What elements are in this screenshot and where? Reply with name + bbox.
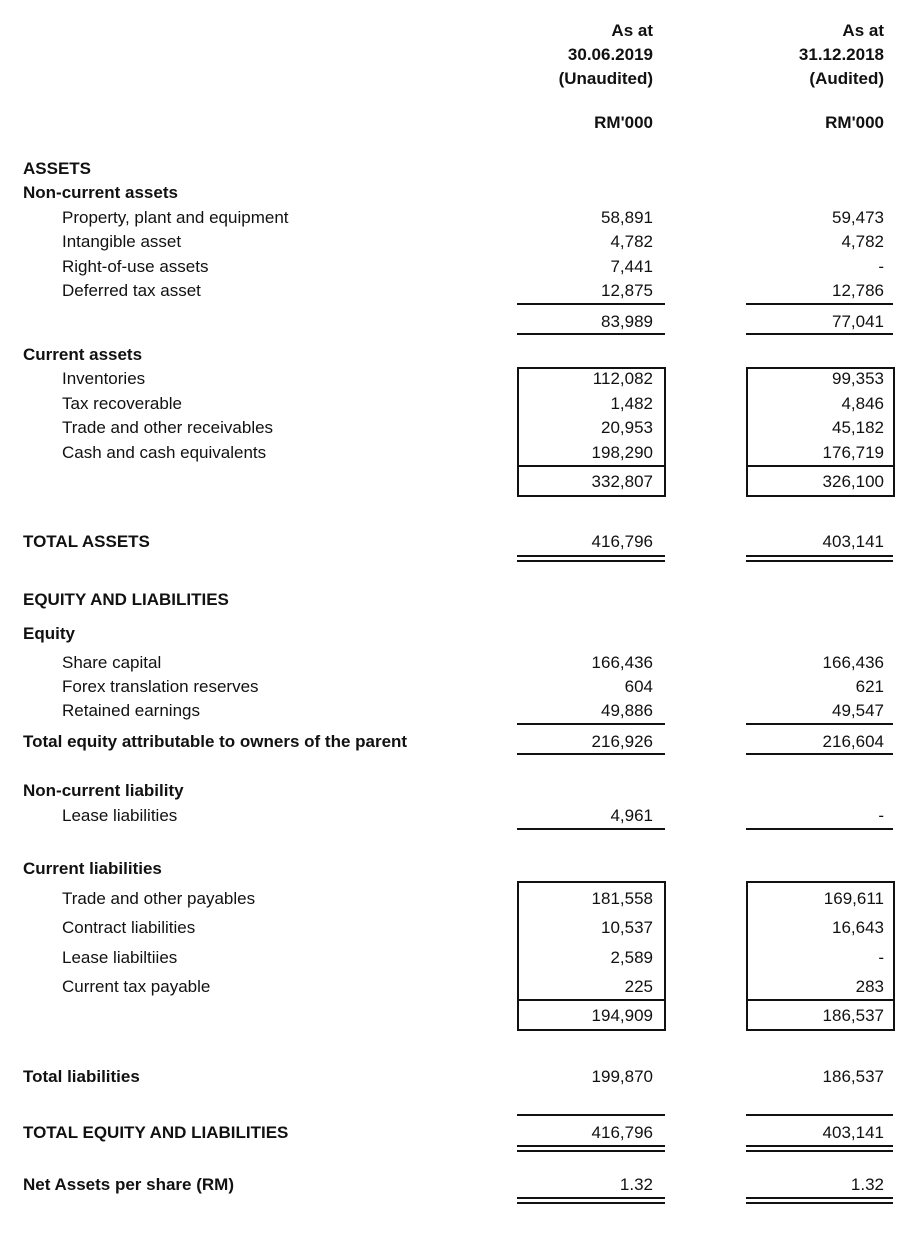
row-value-1: 604 (624, 677, 653, 696)
row-value-1: 416,796 (591, 1123, 653, 1142)
row-value-1: 199,870 (591, 1067, 653, 1086)
row-value-1: 7,441 (610, 257, 653, 276)
rule (517, 465, 665, 467)
row-value-2: 59,473 (832, 208, 884, 227)
col1-unit: RM'000 (594, 113, 653, 132)
rule (746, 1114, 893, 1116)
row-label: Trade and other receivables (62, 418, 274, 437)
row-value-2: 16,643 (832, 918, 884, 937)
row-value-1: 12,875 (601, 281, 653, 300)
col2-date: 31.12.2018 (798, 45, 884, 64)
row-value-2: 99,353 (832, 369, 884, 388)
row-value-1: 416,796 (591, 532, 653, 551)
row-value-2: 403,141 (822, 1123, 884, 1142)
row-label: Intangible asset (62, 232, 182, 251)
subtotal-1: 83,989 (601, 312, 653, 331)
rule (746, 999, 895, 1001)
row-value-1: 49,886 (601, 701, 653, 720)
row-value-1: 1,482 (610, 394, 653, 413)
rule (746, 828, 893, 830)
row-value-1: 58,891 (601, 208, 653, 227)
subtotal-1: 194,909 (591, 1006, 653, 1025)
row-value-1: 10,537 (601, 918, 653, 937)
col2-as-at: As at (842, 21, 884, 40)
row-value-1: 1.32 (619, 1175, 653, 1194)
col1-as-at: As at (611, 21, 653, 40)
rule (517, 555, 665, 557)
rule (517, 723, 665, 725)
rule (746, 333, 893, 335)
row-value-2: 283 (855, 977, 884, 996)
row-label: TOTAL EQUITY AND LIABILITIES (23, 1123, 289, 1142)
col1-date: 30.06.2019 (567, 45, 653, 64)
row-value-2: 4,782 (841, 232, 884, 251)
section-title: ASSETS (23, 159, 92, 178)
rule (517, 753, 665, 755)
rule (517, 1145, 665, 1147)
row-value-1: 4,961 (610, 806, 653, 825)
col2-unit: RM'000 (825, 113, 884, 132)
rule (746, 753, 893, 755)
subsection-title: Equity (23, 624, 75, 643)
row-label: Inventories (62, 369, 146, 388)
row-value-1: 225 (624, 977, 653, 996)
col2-status: (Audited) (809, 69, 884, 88)
row-value-2: 1.32 (850, 1175, 884, 1194)
row-value-1: 216,926 (591, 732, 653, 751)
subsection-title: Current liabilities (23, 859, 162, 878)
rule (517, 560, 665, 562)
row-label: Tax recoverable (62, 394, 183, 413)
rule (517, 1197, 665, 1199)
row-value-2: 49,547 (832, 701, 884, 720)
row-value-2: 169,611 (823, 889, 884, 908)
row-value-1: 112,082 (592, 369, 653, 388)
row-value-2: - (878, 948, 884, 967)
col1-status: (Unaudited) (558, 69, 653, 88)
row-value-2: 12,786 (832, 281, 884, 300)
rule (746, 465, 895, 467)
subtotal-1: 332,807 (591, 472, 653, 491)
row-label: Retained earnings (62, 701, 200, 720)
row-value-1: 2,589 (610, 948, 653, 967)
row-label: Lease liabilities (62, 806, 178, 825)
rule (517, 303, 665, 305)
row-value-2: 176,719 (822, 443, 884, 462)
row-value-2: 621 (855, 677, 884, 696)
row-label: Share capital (62, 653, 162, 672)
row-value-1: 4,782 (610, 232, 653, 251)
row-label: Property, plant and equipment (62, 208, 289, 227)
subsection-title: Non-current liability (23, 781, 184, 800)
row-label: Total equity attributable to owners of the parent (23, 732, 408, 751)
rule (746, 555, 893, 557)
row-value-2: 4,846 (841, 394, 884, 413)
row-label: Deferred tax asset (62, 281, 201, 300)
rule (517, 333, 665, 335)
row-label: Trade and other payables (62, 889, 256, 908)
row-label: TOTAL ASSETS (23, 532, 150, 551)
rule (517, 999, 665, 1001)
row-label: Cash and cash equivalents (62, 443, 267, 462)
rule (517, 828, 665, 830)
row-value-2: 166,436 (822, 653, 884, 672)
row-value-1: 198,290 (591, 443, 653, 462)
row-value-1: 166,436 (591, 653, 653, 672)
row-value-2: 186,537 (822, 1067, 884, 1086)
row-label: Lease liabiltiies (62, 948, 178, 967)
row-label: Total liabilities (23, 1067, 140, 1086)
rule (746, 723, 893, 725)
section-title: EQUITY AND LIABILITIES (23, 590, 229, 609)
rule (746, 1145, 893, 1147)
row-label: Forex translation reserves (62, 677, 259, 696)
row-label: Current tax payable (62, 977, 211, 996)
row-label: Contract liabilities (62, 918, 196, 937)
row-value-2: - (878, 806, 884, 825)
rule (746, 1197, 893, 1199)
row-value-2: 403,141 (822, 532, 884, 551)
subtotal-2: 77,041 (832, 312, 884, 331)
subtotal-2: 186,537 (822, 1006, 884, 1025)
row-value-2: - (878, 257, 884, 276)
rule (746, 560, 893, 562)
rule (746, 303, 893, 305)
row-value-1: 181,558 (591, 889, 653, 908)
rule (517, 1150, 665, 1152)
rule (746, 1202, 893, 1204)
row-value-2: 216,604 (822, 732, 884, 751)
rule (746, 1150, 893, 1152)
row-value-2: 45,182 (832, 418, 884, 437)
subtotal-2: 326,100 (822, 472, 884, 491)
subsection-title: Current assets (23, 345, 143, 364)
row-label: Net Assets per share (RM) (23, 1175, 234, 1194)
rule (517, 1202, 665, 1204)
rule (517, 1114, 665, 1116)
row-label: Right-of-use assets (62, 257, 209, 276)
subsection-title: Non-current assets (23, 183, 178, 202)
row-value-1: 20,953 (601, 418, 653, 437)
